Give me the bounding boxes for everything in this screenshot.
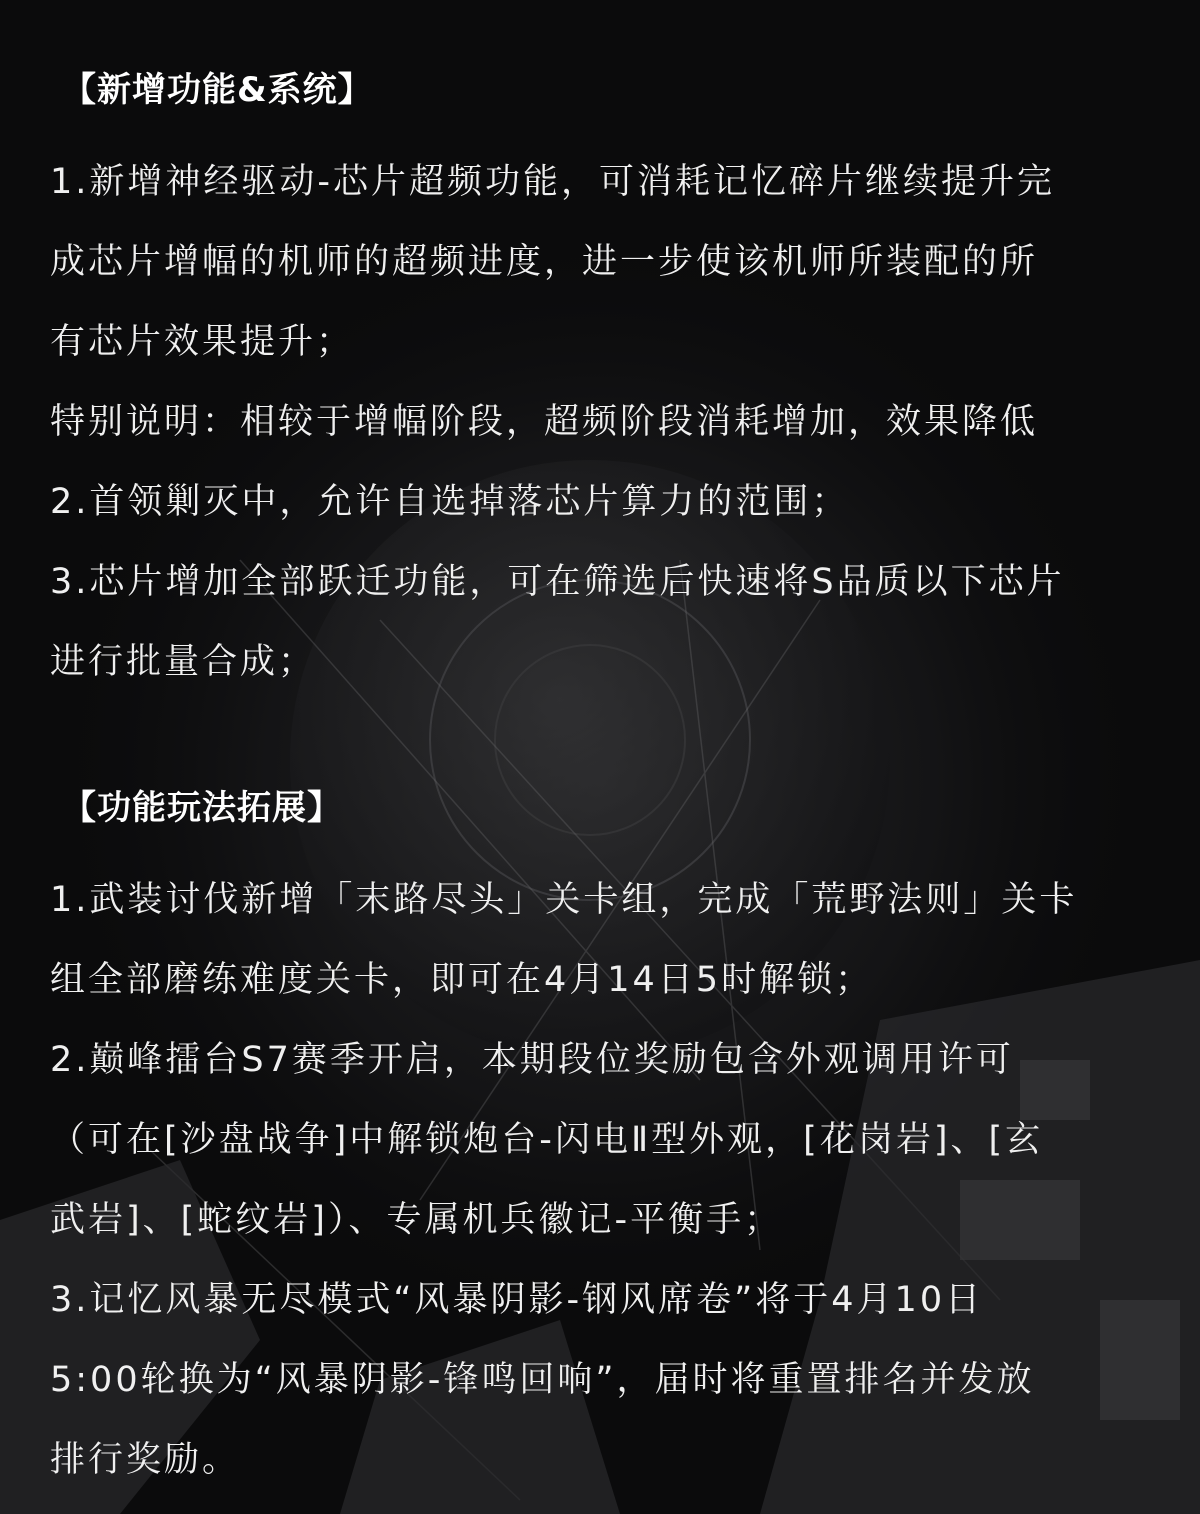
section-heading: 【功能玩法拓展】 [62, 788, 342, 828]
text-line: 3.记忆风暴无尽模式“风暴阴影-钢风席卷”将于4月10日 [50, 1280, 984, 1320]
text-line: 武岩]、[蛇纹岩]）、专属机兵徽记-平衡手； [50, 1200, 783, 1240]
text-line: 进行批量合成； [50, 642, 317, 682]
text-line: 1.武装讨伐新增「末路尽头」关卡组，完成「荒野法则」关卡 [50, 880, 1078, 920]
text-line: 成芯片增幅的机师的超频进度，进一步使该机师所装配的所 [50, 242, 1039, 282]
text-line: 3.芯片增加全部跃迁功能，可在筛选后快速将S品质以下芯片 [50, 562, 1065, 602]
section-heading: 【新增功能&系统】 [62, 70, 373, 110]
text-line: 排行奖励。 [50, 1440, 241, 1480]
section-new-features [50, 62, 1150, 702]
text-line: 组全部磨练难度关卡，即可在4月14日5时解锁； [50, 960, 874, 1000]
text-line: 特别说明：相较于增幅阶段，超频阶段消耗增加，效果降低 [50, 402, 1039, 442]
text-line: 1.新增神经驱动-芯片超频功能，可消耗记忆碎片继续提升完 [50, 162, 1056, 202]
text-line: 有芯片效果提升； [50, 322, 355, 362]
text-line: 2.巅峰擂台S7赛季开启，本期段位奖励包含外观调用许可 [50, 1040, 1014, 1080]
section-spacer [50, 702, 1150, 780]
text-line: 5:00轮换为“风暴阴影-锋鸣回响”，届时将重置排名并发放 [50, 1360, 1035, 1400]
text-line: 2.首领剿灭中，允许自选掉落芯片算力的范围； [50, 482, 850, 522]
text-line: （可在[沙盘战争]中解锁炮台-闪电Ⅱ型外观，[花岗岩]、[玄 [50, 1120, 1044, 1160]
section-gameplay-expansion [50, 780, 1150, 1500]
